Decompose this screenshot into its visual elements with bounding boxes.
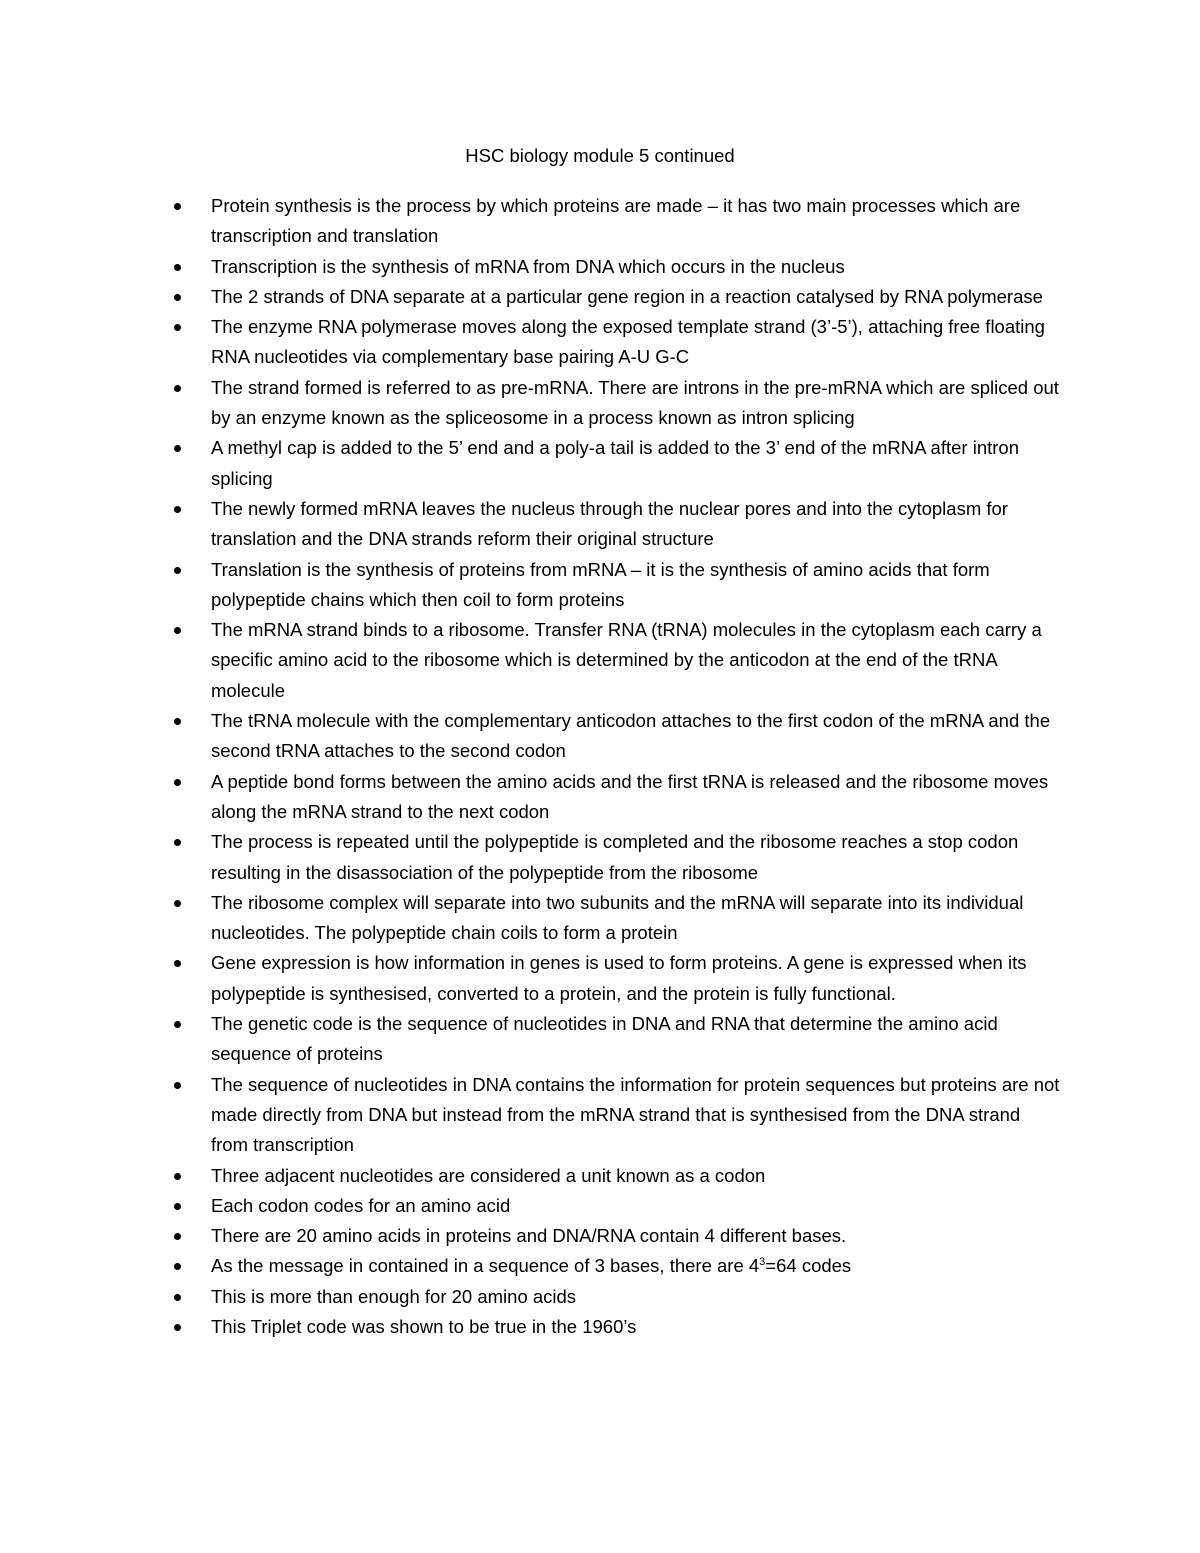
codes-text-after: =64 codes (765, 1255, 852, 1277)
list-item (211, 1191, 1061, 1221)
codes-exponent: 3 (759, 1256, 766, 1269)
list-item-text: Three adjacent nucleotides are considered a unit known as a codon (211, 1164, 766, 1186)
list-item (211, 252, 1061, 282)
list-item-text: A methyl cap is added to the 5’ end and a poly-a tail is added to the 3’ end of the mRNA after intron splicing (211, 437, 1019, 489)
list-item-text: The ribosome complex will separate into two subunits and the mRNA will separate into its individual nucleotides. The polypeptide chain coils to form a protein (211, 891, 1024, 944)
bullet-icon (174, 506, 181, 513)
list-item-text: The 2 strands of DNA separate at a particular gene region in a reaction catalysed by RNA polymerase (211, 285, 1043, 307)
list-item (211, 1161, 1061, 1191)
list-item (211, 706, 1061, 767)
list-item-text: Protein synthesis is the process by which proteins are made – it has two main processes which are transcription and translation (211, 195, 1021, 247)
codes-text-before: As the message in contained in a sequence of 3 bases, there are 4 (211, 1255, 760, 1277)
list-item (211, 282, 1061, 312)
list-item-text: The newly formed mRNA leaves the nucleus through the nuclear pores and into the cytoplasm for translation and the DNA strands reform their original structure (211, 497, 1008, 550)
list-item (211, 1312, 1061, 1342)
bullet-icon (174, 1173, 181, 1180)
list-item-text: This Triplet code was shown to be true in the 1960’s (211, 1315, 637, 1337)
bullet-icon (174, 294, 181, 301)
list-item (211, 1009, 1061, 1070)
notes-bullet-list (211, 191, 1061, 1342)
list-item-text: The enzyme RNA polymerase moves along the exposed template strand (3’-5’), attaching free floating RNA nucleotides via complementary base pairing A-U G-C (211, 316, 1045, 368)
list-item-text: Transcription is the synthesis of mRNA from DNA which occurs in the nucleus (211, 255, 845, 277)
list-item (211, 1221, 1061, 1251)
list-item-text: A peptide bond forms between the amino acids and the first tRNA is released and the ribosome moves along the mRNA strand to the next codon (211, 770, 1049, 822)
bullet-icon (174, 1233, 181, 1240)
list-item-text: Each codon codes for an amino acid (211, 1194, 511, 1216)
list-item (211, 312, 1061, 373)
bullet-icon (174, 203, 181, 210)
bullet-icon (174, 839, 181, 846)
bullet-icon (174, 567, 181, 574)
bullet-icon (174, 1021, 181, 1028)
list-item-text: The genetic code is the sequence of nucleotides in DNA and RNA that determine the amino acid sequence of proteins (211, 1013, 998, 1065)
bullet-icon (174, 900, 181, 907)
list-item (211, 948, 1061, 1009)
list-item (211, 767, 1061, 828)
list-item-text: The tRNA molecule with the complementary anticodon attaches to the first codon of the mRNA and the second tRNA attaches to the second codon (211, 710, 1051, 762)
bullet-icon (174, 627, 181, 634)
list-item (211, 615, 1061, 706)
bullet-icon (174, 1082, 181, 1089)
list-item-text: The sequence of nucleotides in DNA contains the information for protein sequences but proteins are not made directly from DNA but instead from the mRNA strand that is synthesised from the DNA strand from transcription (211, 1073, 1060, 1156)
list-item-text: This is more than enough for 20 amino acids (211, 1285, 577, 1307)
bullet-icon (174, 960, 181, 967)
list-item-text: The mRNA strand binds to a ribosome. Transfer RNA (tRNA) molecules in the cytoplasm each carry a specific amino acid to the ribosome which is determined by the anticodon at the end of the tRNA molecule (211, 619, 1042, 701)
document-title: HSC biology module 5 continued (465, 145, 735, 166)
bullet-icon (174, 385, 181, 392)
bullet-icon (174, 264, 181, 271)
list-item-text: Translation is the synthesis of proteins from mRNA – it is the synthesis of amino acids that form polypeptide chains which then coil to form proteins (211, 558, 990, 610)
list-item (211, 827, 1061, 888)
list-item-text: There are 20 amino acids in proteins and DNA/RNA contain 4 different bases. (211, 1225, 847, 1247)
bullet-icon (174, 1203, 181, 1210)
bullet-icon (174, 1324, 181, 1331)
list-item (211, 1070, 1061, 1161)
bullet-icon (174, 445, 181, 452)
bullet-icon (174, 1263, 181, 1270)
list-item-codes (211, 1251, 1061, 1281)
bullet-icon (174, 718, 181, 725)
list-item (211, 1282, 1061, 1312)
list-item (211, 373, 1061, 434)
list-item (211, 494, 1061, 555)
list-item-text: Gene expression is how information in genes is used to form proteins. A gene is expressed when its polypeptide is synthesised, converted to a protein, and the protein is fully functional. (211, 952, 1027, 1004)
bullet-icon (174, 324, 181, 331)
list-item-text: The process is repeated until the polypeptide is completed and the ribosome reaches a stop codon resulting in the disassociation of the polypeptide from the ribosome (211, 831, 1019, 883)
list-item (211, 555, 1061, 616)
bullet-icon (174, 1294, 181, 1301)
list-item (211, 191, 1061, 252)
list-item (211, 433, 1061, 494)
list-item-text: The strand formed is referred to as pre-mRNA. There are introns in the pre-mRNA which are spliced out by an enzyme known as the spliceosome in a process known as intron splicing (211, 376, 1059, 429)
bullet-icon (174, 779, 181, 786)
list-item (211, 888, 1061, 949)
